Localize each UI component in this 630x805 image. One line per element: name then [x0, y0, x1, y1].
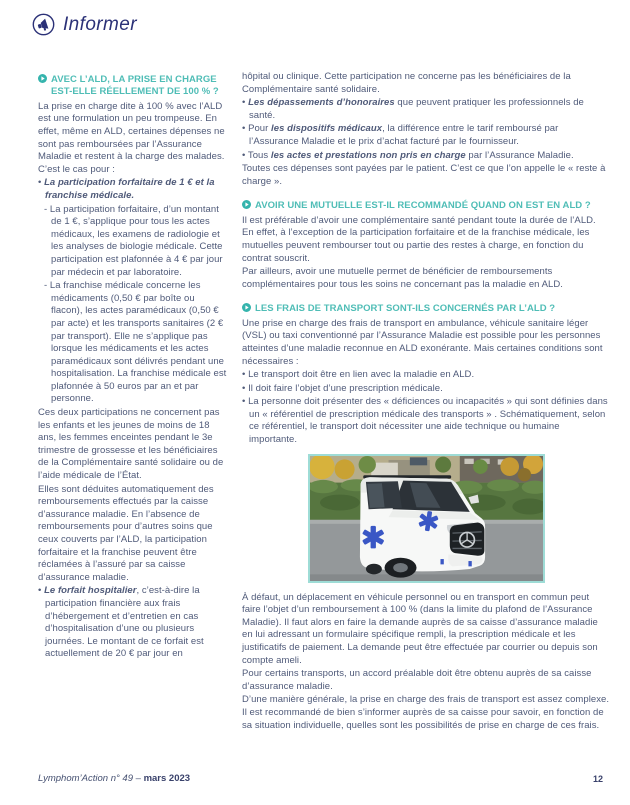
- section-heading-mutuelle: [242, 200, 610, 212]
- list-item: • Le forfait hospitalier, c’est-à-dire la participation financière aux frais d’hébergement et d’entretien en cas d’hospitalisation d’une ou plusieurs journées. Le montant de ce forfait est actuellement de 20 € par jour en: [38, 585, 228, 661]
- paragraph: Elles sont déduites automatiquement des remboursements effectués par la caisse d’assurance maladie. En l’absence de remboursements pour d’autres soins que ceux couverts par l’ALD, la participation forfaitaire et la franchise peuvent être réclamées à l’assuré par sa caisse d’assurance maladie.: [38, 483, 214, 583]
- ambulance-photo: [308, 454, 545, 583]
- play-bullet-icon: [38, 74, 47, 83]
- section-heading-ald-100: [38, 74, 228, 99]
- paragraph: Une prise en charge des frais de transport en ambulance, véhicule sanitaire léger (VSL) ou taxi conventionné par l’Assurance Maladie est possible pour les personnes atteintes d’une maladie reconnue en ALD exonérante. Mais certaines conditions sont nécessaires :: [242, 317, 603, 367]
- paragraph: Ces deux participations ne concernent pas les enfants et les jeunes de moins de 18 ans, les femmes enceintes pendant le 3e trimestre de grossesse et les bénéficiaires de la Complémentaire santé solidaire ou de l’aide médicale de l’État.: [38, 407, 224, 482]
- list-item: • La personne doit présenter des « déficiences ou incapacités » qui sont définies dans un « référentiel de prescription médicale des transports » . Schématiquement, selon ce référentiel, le transport doit nécessiter une aide technique ou humaine importante.: [242, 396, 610, 446]
- paragraph: hôpital ou clinique. Cette participation ne concerne pas les bénéficiaires de la Complémentaire santé solidaire.: [242, 71, 571, 95]
- paragraph: Pour certains transports, un accord préalable doit être obtenu auprès de sa caisse d’assurance maladie.: [242, 668, 592, 692]
- section-heading-text: LES FRAIS DE TRANSPORT SONT-ILS CONCERNÉS PAR L’ALD ?: [255, 303, 556, 315]
- play-bullet-icon: [242, 303, 251, 312]
- section-heading-text: AVEC L’ALD, LA PRISE EN CHARGE EST-ELLE RÉELLEMENT DE 100 % ?: [51, 74, 219, 98]
- paragraph: Il est préférable d’avoir une complémentaire santé pendant toute la durée de l’ALD. En effet, à l’exception de la participation forfaitaire et de la franchise médicale, les mutuelles peuvent rembourser tout ou partie des restes à charge, en fonction du contrat souscrit.: [242, 214, 596, 264]
- footer: [38, 773, 190, 784]
- section-heading-text: AVOIR UNE MUTUELLE EST-IL RECOMMANDÉ QUAND ON EST EN ALD ?: [255, 200, 591, 212]
- page-header: [32, 13, 137, 36]
- right-column: [242, 67, 610, 733]
- paragraph: À défaut, un déplacement en véhicule personnel ou en transport en commun peut faire l’objet d’un remboursement à 100 % (dans la limite du plafond de l’Assurance Maladie). Il faut alors en faire la demande auprès de sa caisse d’assurance maladie en lui adressant un formulaire spécifique rempli, la prescription médicale et les justificatifs de paiement. La demande peut être effectuée par courrier ou depuis son compte ameli.: [242, 591, 598, 666]
- informer-icon: [32, 13, 55, 36]
- list-item: • Tous les actes et prestations non pris en charge par l’Assurance Maladie.: [242, 150, 610, 163]
- paragraph: D’une manière générale, la prise en charge des frais de transport est assez complexe. Il est recommandé de bien s’informer auprès de sa caisse pour savoir, en fonction de sa situation individuelle, quelles sont les possibilités de prise en charge de ces frais.: [242, 694, 610, 731]
- list-item: • Pour les dispositifs médicaux, la différence entre le tarif remboursé par l’Assurance Maladie et le prix d’achat facturé par le fournisseur.: [242, 123, 610, 148]
- page-title: Informer: [63, 13, 137, 35]
- left-column: [38, 67, 228, 662]
- paragraph: Toutes ces dépenses sont payées par le patient. C’est ce que l’on appelle le « reste à charge ».: [242, 163, 606, 187]
- play-bullet-icon: [242, 200, 251, 209]
- sub-list-item: - La participation forfaitaire, d’un montant de 1 €, s’applique pour tous les actes médicaux, les examens de radiologie et les analyses de biologie médicale. Cette participation est plafonnée à 4 € par jour par médecin et par laboratoire.: [38, 204, 228, 280]
- list-item: • Il doit faire l’objet d’une prescription médicale.: [242, 383, 610, 396]
- footer-dash: –: [135, 773, 141, 784]
- page-number: 12: [592, 774, 603, 784]
- sub-list-item: - La franchise médicale concerne les médicaments (0,50 € par boîte ou flacon), les actes paramédicaux (0,50 € par acte) et les transports sanitaires (2 € par transport). Elle ne s’applique pas lorsque les médicaments et les actes paramédicaux sont délivrés pendant une hospitalisation. La franchise médicale est plafonnée à 50 euros par an et par personne.: [38, 280, 228, 406]
- section-heading-transport: [242, 303, 610, 315]
- list-item: • Les dépassements d’honoraires que peuvent pratiquer les professionnels de santé.: [242, 97, 610, 122]
- article-body: [38, 67, 610, 733]
- issue-date: mars 2023: [143, 773, 191, 784]
- paragraph: La prise en charge dite à 100 % avec l’ALD est une formulation un peu trompeuse. En effet, même en ALD, certaines dépenses ne sont pas remboursées par l’Assurance Maladie et restent à la charge des malades. C’est le cas pour :: [38, 100, 225, 175]
- list-item: • La participation forfaitaire de 1 € et la franchise médicale.: [38, 177, 228, 202]
- journal-name: Lymphom’Action n° 49: [38, 773, 133, 784]
- paragraph: Par ailleurs, avoir une mutuelle permet de bénéficier de remboursements complémentaires pour tous les soins ne concernant pas la maladie en ALD.: [242, 266, 563, 290]
- list-item: • Le transport doit être en lien avec la maladie en ALD.: [242, 369, 610, 382]
